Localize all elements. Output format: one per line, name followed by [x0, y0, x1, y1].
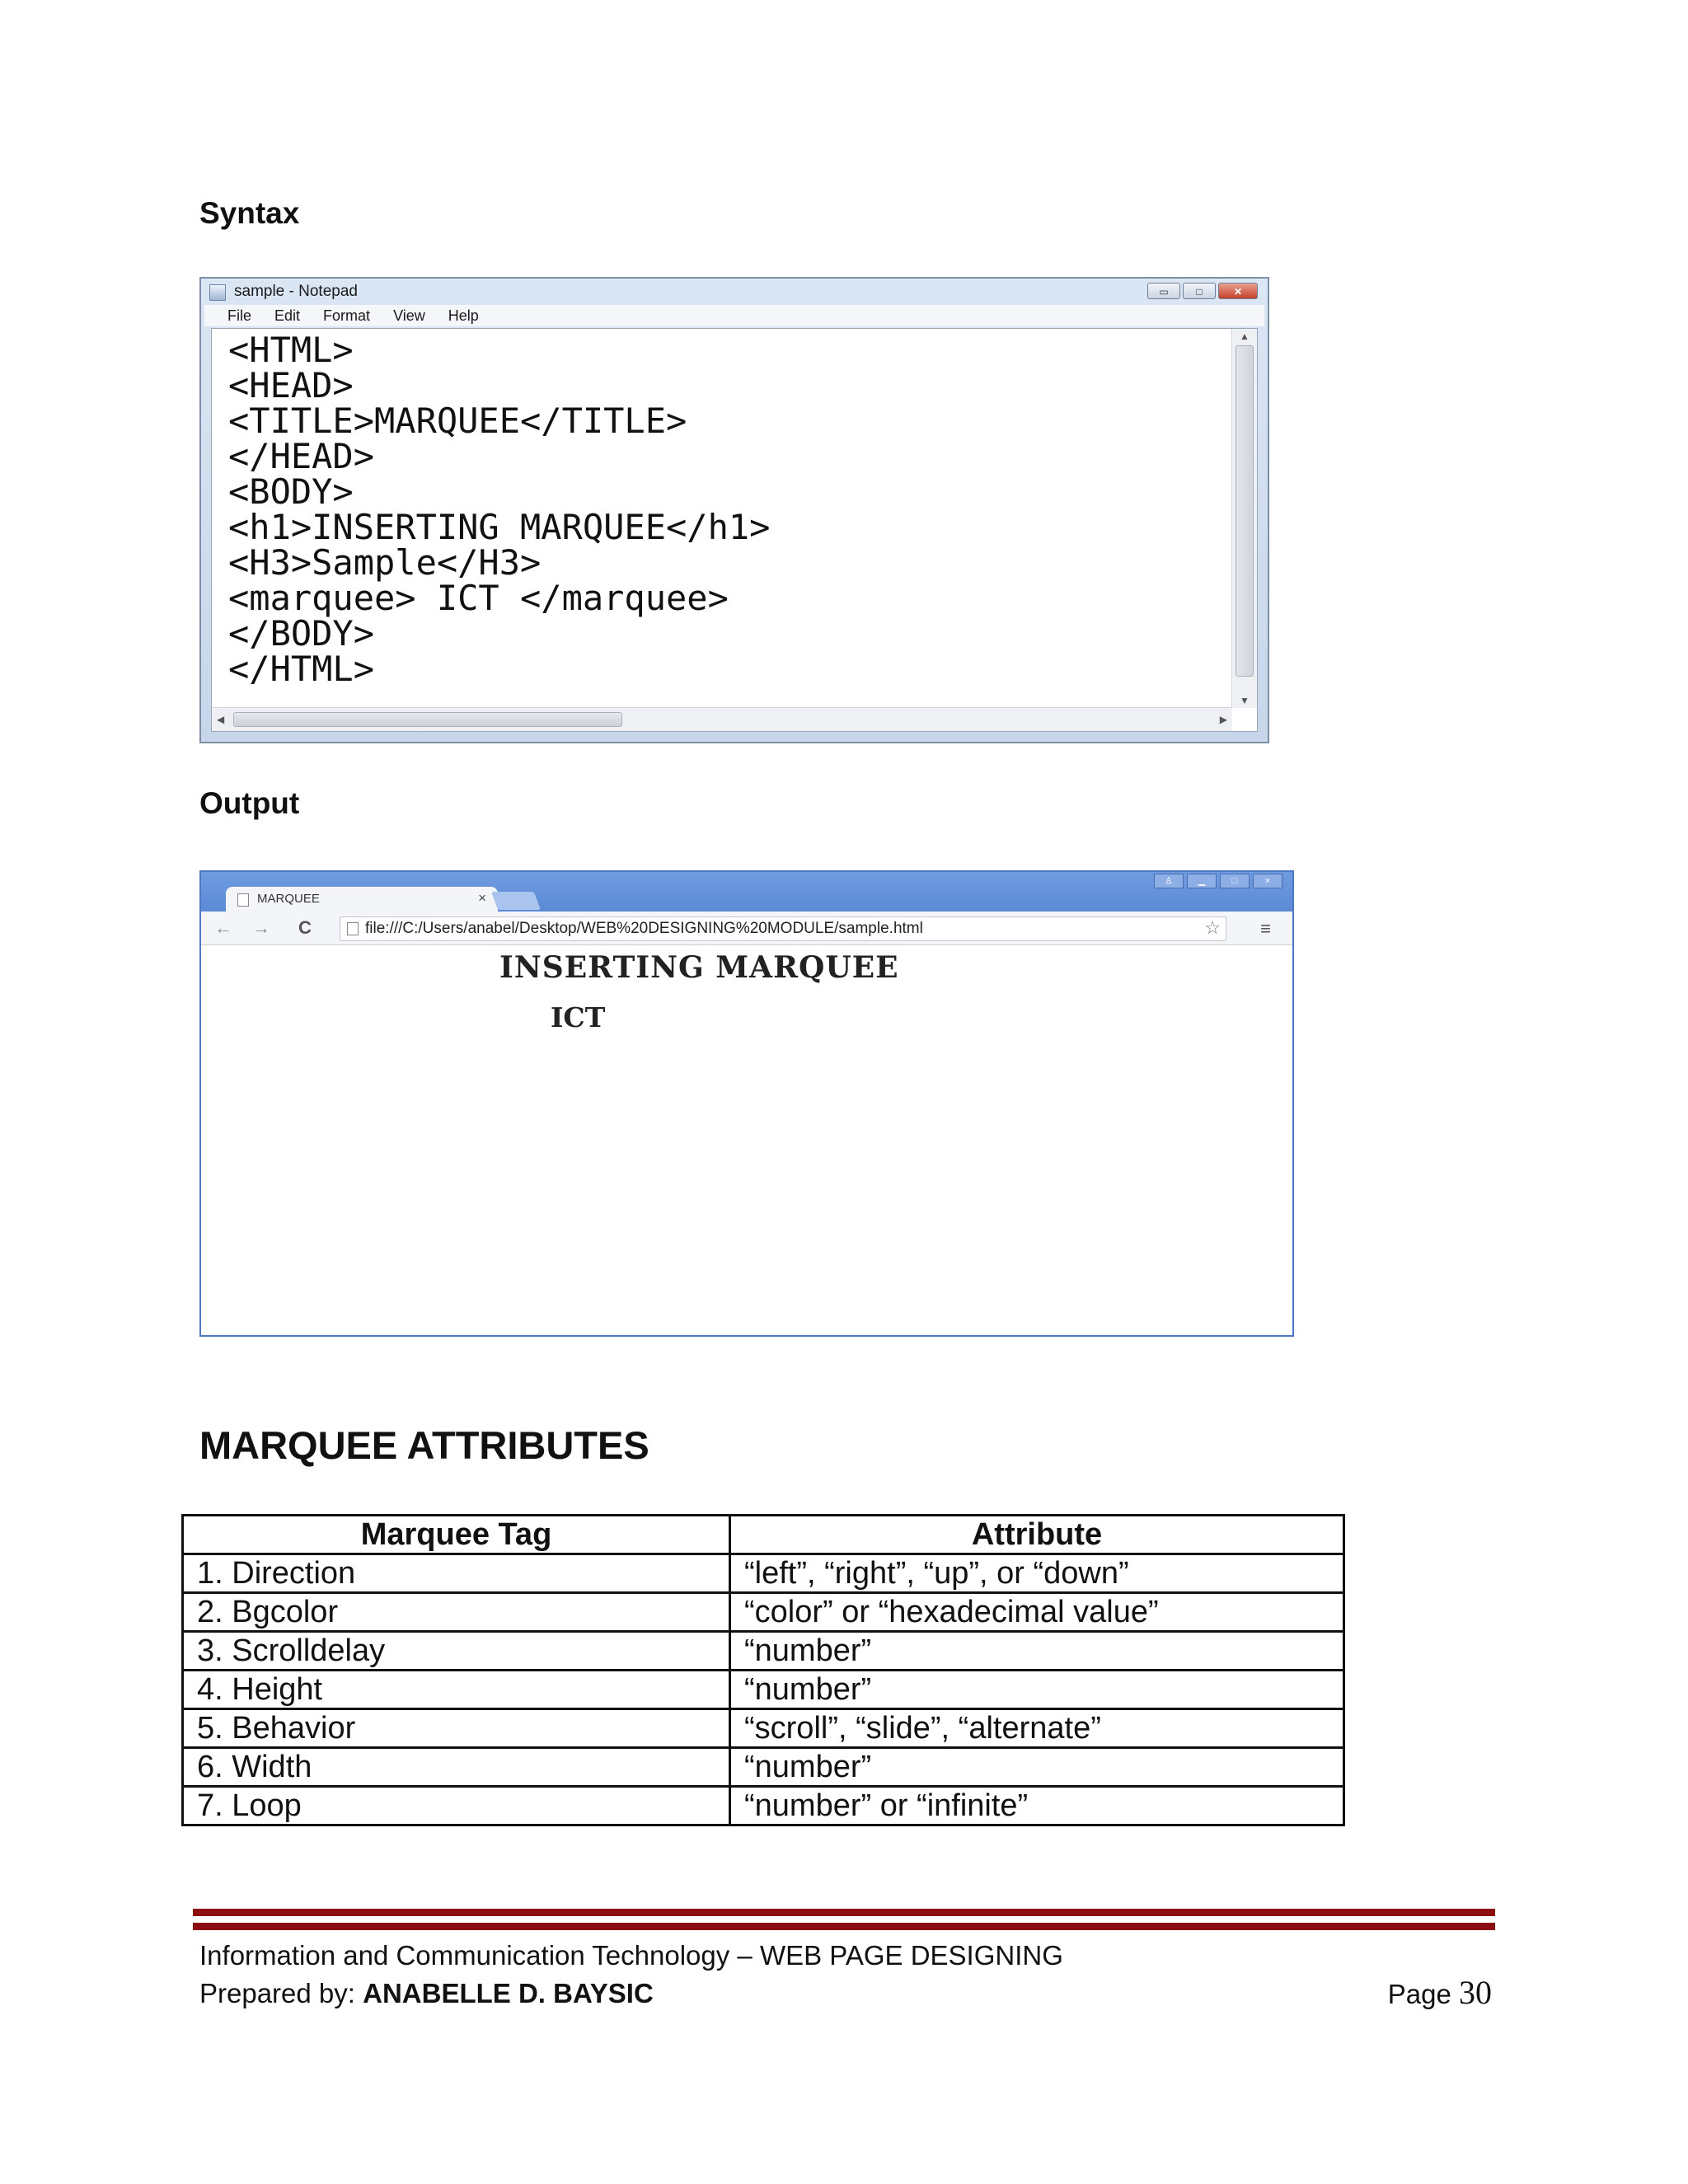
attribute-cell: “number” or “infinite”	[730, 1787, 1344, 1825]
notepad-menubar	[204, 305, 1264, 326]
rendered-marquee: ICT	[551, 1001, 606, 1033]
address-url: file:///C:/Users/anabel/Desktop/WEB%20DESIGNING%20MODULE/sample.html	[365, 920, 923, 937]
browser-window	[199, 870, 1294, 1337]
tag-cell: 4. Height	[183, 1671, 730, 1709]
author-name: ANABELLE D. BAYSIC	[363, 1978, 654, 2008]
tag-cell: 2. Bgcolor	[183, 1593, 730, 1632]
html-source-code: <HTML> <HEAD> <TITLE>MARQUEE</TITLE> </HEAD> <BODY> <h1>INSERTING MARQUEE</h1> <H3>Sample</H3> <marquee> ICT </marquee> </BODY> </HTML>	[228, 330, 771, 689]
attributes-heading: MARQUEE ATTRIBUTES	[199, 1423, 649, 1467]
tag-cell: 6. Width	[183, 1748, 730, 1787]
scroll-up-icon[interactable]: ▲	[1240, 330, 1250, 342]
close-icon[interactable]: ✕	[1218, 283, 1258, 299]
scroll-right-icon[interactable]: ▶	[1219, 714, 1227, 725]
tag-cell: 7. Loop	[183, 1787, 730, 1825]
column-header-tag: Marquee Tag	[183, 1516, 730, 1554]
menu-icon[interactable]: ≡	[1260, 918, 1271, 939]
horizontal-scroll-thumb[interactable]	[233, 712, 622, 727]
attribute-cell: “number”	[730, 1671, 1344, 1709]
reload-icon[interactable]: C	[298, 917, 312, 938]
close-icon[interactable]: ×	[1253, 874, 1282, 888]
notepad-window-controls	[1147, 283, 1258, 299]
menu-view[interactable]: View	[393, 307, 425, 324]
minimize-icon[interactable]: ▭	[1147, 283, 1180, 299]
page-icon	[237, 893, 249, 907]
table-row	[183, 1787, 1344, 1825]
notepad-window	[199, 277, 1269, 743]
vertical-scrollbar[interactable]	[1231, 329, 1257, 708]
forward-icon[interactable]: →	[252, 917, 270, 938]
star-icon[interactable]: ☆	[1204, 917, 1221, 938]
table-row	[183, 1554, 1344, 1593]
attribute-cell: “number”	[730, 1748, 1344, 1787]
page-number-value: 30	[1459, 1974, 1492, 2011]
tag-cell: 1. Direction	[183, 1554, 730, 1593]
marquee-attributes-table	[181, 1514, 1345, 1826]
vertical-scroll-thumb[interactable]	[1236, 345, 1254, 677]
menu-format[interactable]: Format	[323, 307, 371, 324]
table-row	[183, 1709, 1344, 1748]
tab-close-icon[interactable]: ×	[478, 890, 486, 906]
scroll-left-icon[interactable]: ◀	[217, 714, 225, 725]
notepad-app-icon	[209, 284, 226, 301]
user-icon[interactable]: ♙	[1154, 874, 1184, 888]
table-row	[183, 1671, 1344, 1709]
menu-help[interactable]: Help	[448, 307, 479, 324]
notepad-title: sample - Notepad	[234, 283, 358, 300]
notepad-titlebar	[201, 279, 1268, 305]
browser-content	[201, 945, 1292, 1335]
table-row	[183, 1748, 1344, 1787]
footer-rule-top	[193, 1909, 1495, 1916]
attribute-cell: “color” or “hexadecimal value”	[730, 1593, 1344, 1632]
menu-edit[interactable]: Edit	[274, 307, 301, 324]
page-number	[1388, 1973, 1492, 2012]
table-header-row	[183, 1516, 1344, 1554]
attribute-cell: “number”	[730, 1632, 1344, 1671]
horizontal-scrollbar[interactable]	[212, 707, 1232, 731]
footer-prepared-line	[199, 1978, 654, 2009]
attribute-cell: “left”, “right”, “up”, or “down”	[730, 1554, 1344, 1593]
footer-course-line: Information and Communication Technology – WEB PAGE DESIGNING	[199, 1940, 1063, 1971]
tag-cell: 3. Scrolldelay	[183, 1632, 730, 1671]
tag-cell: 5. Behavior	[183, 1709, 730, 1748]
back-icon[interactable]: ←	[214, 917, 232, 938]
browser-tab[interactable]	[226, 887, 498, 912]
address-bar[interactable]	[340, 916, 1226, 941]
new-tab-button[interactable]	[491, 892, 541, 910]
footer-rule-bottom	[193, 1923, 1495, 1930]
column-header-attribute: Attribute	[730, 1516, 1344, 1554]
attribute-cell: “scroll”, “slide”, “alternate”	[730, 1709, 1344, 1748]
syntax-label: Syntax	[199, 196, 300, 230]
menu-file[interactable]: File	[227, 307, 252, 324]
maximize-icon[interactable]: □	[1220, 874, 1250, 888]
output-label: Output	[199, 786, 300, 820]
page-label: Page	[1387, 1979, 1451, 2009]
browser-tab-title: MARQUEE	[257, 892, 320, 906]
prepared-by-label: Prepared by:	[199, 1978, 355, 2008]
table-row	[183, 1632, 1344, 1671]
scroll-down-icon[interactable]: ▼	[1240, 695, 1250, 706]
maximize-icon[interactable]: □	[1183, 283, 1216, 299]
browser-window-controls	[1154, 874, 1282, 888]
table-row	[183, 1593, 1344, 1632]
rendered-h1: INSERTING MARQUEE	[499, 950, 899, 985]
browser-toolbar	[201, 912, 1292, 945]
minimize-icon[interactable]: ▁	[1187, 874, 1217, 888]
notepad-text-area[interactable]	[211, 328, 1258, 732]
page-icon	[347, 922, 359, 935]
